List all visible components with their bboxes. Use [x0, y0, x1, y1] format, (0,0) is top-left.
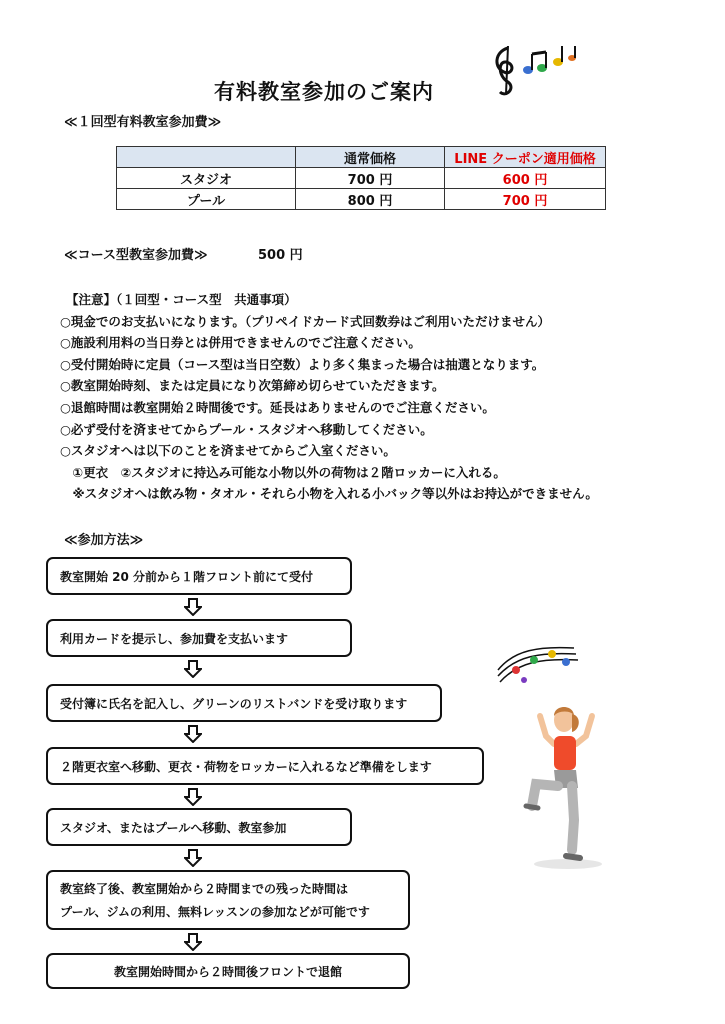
course-fee-price: 500 円 [258, 248, 303, 263]
step-text: スタジオ、またはプールへ移動、教室参加 [60, 820, 287, 835]
row-name: プール [117, 189, 296, 210]
table-header-blank [117, 147, 296, 168]
table-row [117, 168, 606, 189]
note-item: ①更衣 ②スタジオに持込み可能な小物以外の荷物は２階ロッカーに入れる。 [60, 464, 506, 480]
note-item: ※スタジオへは飲み物・タオル・それら小物を入れる小バック等以外はお持込ができません。 [60, 486, 598, 502]
down-arrow-icon [184, 933, 202, 951]
down-arrow-icon [184, 725, 202, 743]
down-arrow-icon [184, 849, 202, 867]
method-heading: ≪参加方法≫ [64, 533, 144, 548]
step-text: 利用カードを提示し、参加費を支払います [60, 631, 289, 646]
note-item: ○必ず受付を済ませてからプール・スタジオへ移動してください。 [60, 421, 433, 437]
price-table [116, 146, 606, 210]
dancer-illustration [516, 700, 606, 870]
note-item: ○退館時間は教室開始２時間後です。延長はありませんのでご注意ください。 [60, 399, 495, 415]
step-box [46, 684, 442, 722]
music-staff-icon [494, 640, 580, 688]
note-item: ○施設利用料の当日券とは併用できませんのでご注意ください。 [60, 335, 421, 351]
table-header-line: LINE クーポン適用価格 [445, 147, 606, 168]
music-notes-icon [486, 42, 586, 102]
note-item: ○スタジオへは以下のことを済ませてからご入室ください。 [60, 443, 396, 459]
step-box [46, 619, 352, 657]
step-box [46, 953, 410, 989]
single-class-fee-heading: ≪１回型有料教室参加費≫ [64, 115, 222, 130]
step-box [46, 870, 410, 930]
row-line-price: 700 円 [445, 189, 606, 210]
notes-heading: 【注意】（１回型・コース型 共通事項） [66, 292, 297, 307]
step-box [46, 557, 352, 595]
course-fee-heading: ≪コース型教室参加費≫ [64, 248, 208, 263]
down-arrow-icon [184, 660, 202, 678]
step-text: ２階更衣室へ移動、更衣・荷物をロッカーに入れるなど準備をします [60, 759, 432, 774]
note-item: ○現金でのお支払いになります。（プリペイドカード式回数券はご利用いただけません） [60, 313, 551, 329]
table-row [117, 147, 606, 168]
down-arrow-icon [184, 788, 202, 806]
step-text: 教室開始 20 分前から１階フロント前にて受付 [60, 569, 314, 584]
page-title: 有料教室参加のご案内 [214, 80, 434, 104]
note-item: ○受付開始時に定員（コース型は当日空数）より多く集まった場合は抽選となります。 [60, 356, 545, 372]
step-text: 受付簿に氏名を記入し、グリーンのリストバンドを受け取ります [60, 696, 408, 711]
row-normal-price: 800 円 [296, 189, 445, 210]
step-text: プール、ジムの利用、無料レッスンの参加などが可能です [60, 905, 370, 919]
row-name: スタジオ [117, 168, 296, 189]
table-row [117, 189, 606, 210]
step-text: 教室開始時間から２時間後フロントで退館 [113, 964, 342, 979]
note-item: ○教室開始時刻、または定員になり次第締め切らせていただきます。 [60, 378, 445, 394]
step-text: 教室終了後、教室開始から２時間までの残った時間は [60, 882, 349, 896]
notes-list [60, 289, 598, 505]
row-normal-price: 700 円 [296, 168, 445, 189]
step-box [46, 808, 352, 846]
step-box [46, 747, 484, 785]
table-header-normal: 通常価格 [296, 147, 445, 168]
row-line-price: 600 円 [445, 168, 606, 189]
down-arrow-icon [184, 598, 202, 616]
